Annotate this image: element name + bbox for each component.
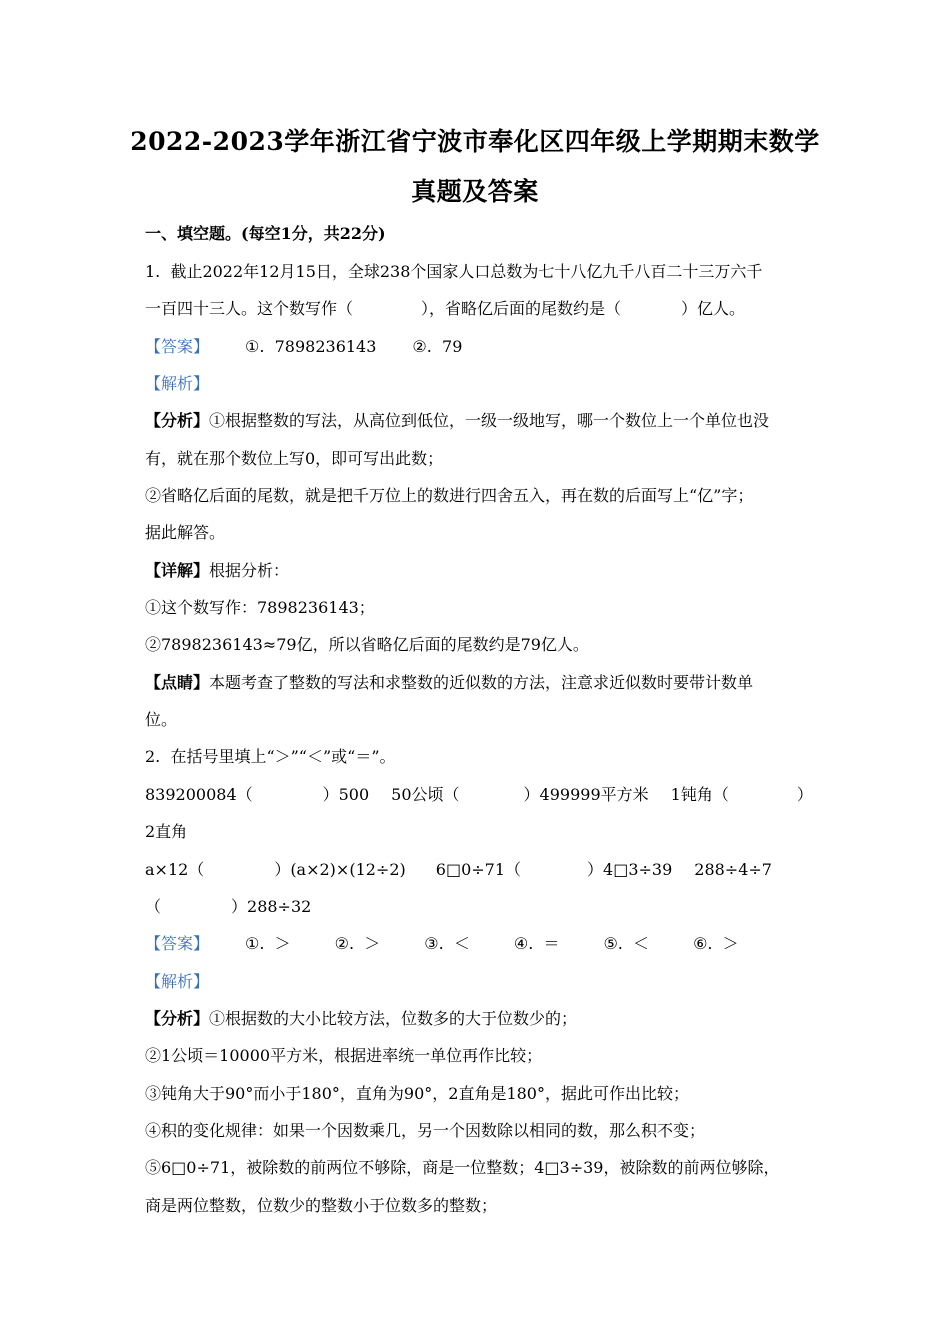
document-title-line2: 真题及答案 bbox=[411, 177, 539, 206]
q1-analysis-line4: 据此解答。 bbox=[145, 523, 226, 542]
q2-row2: 2直角 bbox=[145, 822, 188, 841]
q1-analysis-line1: 【分析】①根据整数的写法，从高位到低位，一级一级地写，哪一个数位上一个单位也没 bbox=[145, 411, 770, 430]
q2-analysis-line6: 商是两位整数，位数少的整数小于位数多的整数； bbox=[145, 1196, 498, 1215]
q2-answer-1: ①. ＞ bbox=[245, 934, 291, 953]
q2-answer-6: ⑥. ＞ bbox=[693, 934, 739, 953]
q2-answer-5: ⑤. ＜ bbox=[603, 934, 650, 953]
q2-answer-line bbox=[145, 933, 739, 955]
q1-stem-line1: 1. 截止2022年12月15日，全球238个国家人口总数为七十八亿九千八百二十三万六千 bbox=[145, 262, 763, 281]
q1-jiexi-tag: 【解析】 bbox=[145, 374, 210, 393]
q1-comment-line2: 位。 bbox=[145, 710, 178, 729]
answer-tag: 【答案】 bbox=[145, 934, 210, 953]
q2-row4: （ ）288÷32 bbox=[145, 897, 312, 916]
q2-analysis-line3: ③钝角大于90°而小于180°，直角为90°，2直角是180°，据此可作出比较； bbox=[145, 1084, 689, 1103]
answer-tag: 【答案】 bbox=[145, 337, 210, 356]
q1-answer-line bbox=[145, 336, 462, 358]
q1-detail-line0: 【详解】根据分析： bbox=[145, 561, 290, 580]
q1-analysis-line2: 有，就在那个数位上写0，即可写出此数； bbox=[145, 449, 444, 468]
q2-analysis-line4: ④积的变化规律：如果一个因数乘几，另一个因数除以相同的数，那么积不变； bbox=[145, 1121, 706, 1140]
q1-stem-line2: 一百四十三人。这个数写作（ ），省略亿后面的尾数约是（ ）亿人。 bbox=[145, 299, 746, 318]
q1-answer-2: ②. 79 bbox=[412, 337, 463, 356]
q2-row1: 839200084（ ）500 50公顷（ ）499999平方米 1钝角（ ） bbox=[145, 785, 813, 804]
q2-analysis-line1: 【分析】①根据数的大小比较方法，位数多的大于位数少的； bbox=[145, 1009, 578, 1028]
q2-answer-2: ②. ＞ bbox=[334, 934, 381, 953]
section-heading-fill-blank: 一、填空题。(每空1分，共22分) bbox=[145, 224, 386, 243]
q1-comment-line1: 【点睛】本题考查了整数的写法和求整数的近似数的方法，注意求近似数时要带计数单 bbox=[145, 673, 754, 692]
q2-answer-3: ③. ＜ bbox=[424, 934, 470, 953]
q1-analysis-line3: ②省略亿后面的尾数，就是把千万位上的数进行四舍五入，再在数的后面写上“亿”字； bbox=[145, 486, 754, 505]
q2-stem: 2. 在括号里填上“＞”“＜”或“＝”。 bbox=[145, 747, 396, 766]
document-title-line1: 2022-2023学年浙江省宁波市奉化区四年级上学期期末数学 bbox=[130, 127, 820, 156]
q1-detail-line1: ①这个数写作：7898236143； bbox=[145, 598, 375, 617]
q2-answer-4: ④. ＝ bbox=[513, 934, 560, 953]
q2-analysis-line2: ②1公顷＝10000平方米，根据进率统一单位再作比较； bbox=[145, 1046, 543, 1065]
q1-detail-line2: ②7898236143≈79亿，所以省略亿后面的尾数约是79亿人。 bbox=[145, 635, 589, 654]
q2-jiexi-tag: 【解析】 bbox=[145, 972, 210, 991]
q2-analysis-line5: ⑤6□0÷71，被除数的前两位不够除，商是一位整数；4□3÷39，被除数的前两位够除， bbox=[145, 1158, 780, 1177]
q1-answer-1: ①. 7898236143 bbox=[245, 337, 377, 356]
q2-row3: a×12（ ）(a×2)×(12÷2) 6□0÷71（ ）4□3÷39 288÷4÷7 bbox=[145, 860, 772, 879]
